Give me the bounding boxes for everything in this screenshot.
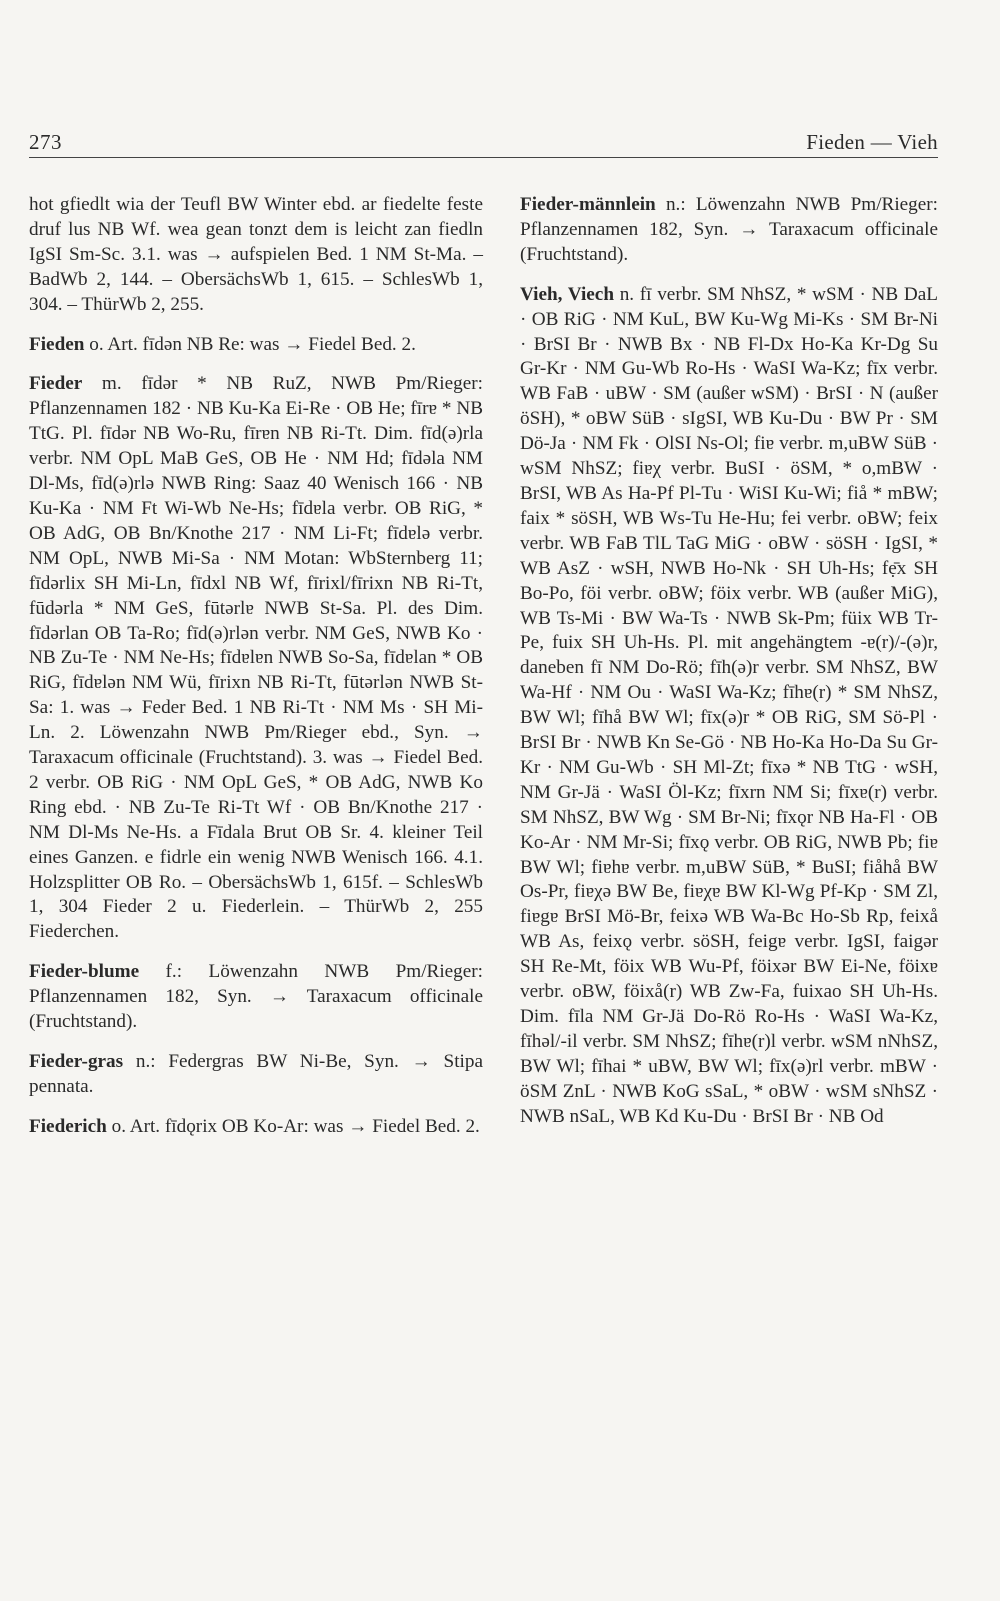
headword: Fieder-blume	[29, 961, 140, 983]
headword: Fieden	[29, 333, 85, 355]
entry-body: n. fī verbr. SM NhSZ, * wSM · NB DaL · OB RiG · NM KuL, BW Ku-Wg Mi-Ks · SM Br-Ni · BrSI Br · NWB Bx · NB Fl-Dx Ho-Ka Kr-Dg Su Gr-Kr · NM Gu-Wb Ro-Hs · WaSI Wa-Kz; fīx verbr. WB FaB · uBW · SM (außer wSM) · BrSI · N (außer öSH), * oBW SüB · sIgSI, WB Ku-Du · BW Pr · SM Dö-Ja · NM Fk · OlSI Ns-Ol; fiɐ verbr. m,uBW SüB · wSM NhSZ; fiɐχ verbr. BuSI · öSM, * o,mBW · BrSI, WB As Ha-Pf Pl-Tu · WiSI Ku-Wi; fiå * mBW; faix * söSH, WB Ws-Tu He-Hu; fei verbr. oBW; feix verbr. WB FaB TlL TaG MiG · oBW · söSH · IgSI, * WB AsZ · wSH, NWB Ho-Nk · SH Uh-Hs; fẹ̄x SH Bo-Po, föi verbr. oBW; föix verbr. WB (außer MiG), WB Ts-Mi · BW Wa-Ts · NWB Sk-Pm; füix WB Tr-Pe, fuix SH Uh-Hs. Pl. mit angehängtem -ɐ(r)/-(ə)r, daneben fī NM Do-Rö; fīh(ə)r verbr. SM NhSZ, BW Wa-Hf · NM Ou · WaSI Wa-Kz; fīhɐ(r) * SM NhSZ, BW Wl; fīhå BW Wl; fīx(ə)r * OB RiG, SM Sö-Pl · BrSI Br · NWB Kn Se-Gö · NB Ho-Ka Ho-Da Su Gr-Kr · NM Gu-Wb · SH Ml-Zt; fīxə * NB TtG · wSH, NM Gr-Jä · WaSI Öl-Kz; fīxrn NM Si; fīxɐ(r) verbr. SM NhSZ, BW Wg · SM Br-Ni; fīxǫr NB Ha-Fl · OB Ko-Ar · NM Mr-Si; fīxǫ verbr. OB RiG, NWB Pb; fiɐ BW Wl; fiɐhɐ verbr. m,uBW SüB, * BuSI; fiåhå BW Os-Pr, fiɐχə BW Be, fiɐχɐ BW Kl-Wg Pf-Kp · SM Zl, fiɐgɐ BrSI Mö-Br, feixə WB Wa-Bc Ho-Sb Rp, feixå WB As, feixǫ verbr. söSH, feigɐ verbr. IgSI, faigər SH Re-Mt, föix WB Wu-Pf, föixər BW Ei-Ne, föixɐ verbr. oBW, föixå(r) WB Zw-Fa, fuixao SH Uh-Hs. Dim. fīla NM Gr-Jä Do-Rö Ro-Hs · WaSI Wa-Kz, fīhəl/-il verbr. SM NhSZ; fīhɐ(r)l verbr. wSM nNhSZ, BW Wl; fīhai * uBW, BW Wl; fīx(ə)rl verbr. mBW · öSM ZnL · NWB KoG sSaL, * oBW · wSM sNhSZ · NWB nSaL, WB Kd Ku-Du · BrSI Br · NB Od	[520, 283, 938, 1127]
entry-body: n.: Löwenzahn NWB Pm/Rieger: Pflanzennamen 182, Syn. → Taraxacum officinale (Fruchtstand).	[520, 194, 938, 265]
entry-body: n.: Federgras BW Ni-Be, Syn. → Stipa pennata.	[29, 1051, 483, 1097]
running-head: Fieden — Vieh	[806, 130, 938, 154]
entry-body: o. Art. fīdǫrix OB Ko-Ar: was → Fiedel Bed. 2.	[106, 1115, 480, 1137]
right-column	[520, 193, 938, 1145]
entry-body: m. fīdər * NB RuZ, NWB Pm/Rieger: Pflanzennamen 182 · NB Ku-Ka Ei-Re · OB He; fīrɐ * NB TtG. Pl. fīdər NB Wo-Ru, fīrɐn NB Ri-Tt. Dim. fīd(ə)rla verbr. NM OpL MaB GeS, OB He · NM Hd; fīdəla NM Dl-Ms, fīd(ə)rlə NWB Ring: Saaz 40 Wenisch 166 · NB Ku-Ka · NM Ft Wi-Wb Ne-Hs; fīdɐla verbr. OB RiG, * OB AdG, OB Bn/Knothe 217 · NM Li-Ft; fīdɐlə verbr. NM OpL, NWB Mi-Sa · NM Motan: WbSternberg 11; fīdərlix SH Mi-Ln, fīdxl NB Wf, fīrixl/fīrixn NB Ri-Tt, fūdərla * NM GeS, fūtərlɐ NWB St-Sa. Pl. des Dim. fīdərlan OB Ta-Ro; fīd(ə)rlən verbr. NM GeS, NWB Ko · NB Zu-Te · NM Ne-Hs; fīdɐlɐn NWB So-Sa, fīdɐlan * OB RiG, fīdɐlən NM Wü, fīrixn NB Ri-Tt, fūtərlən NWB St-Sa: 1. was → Feder Bed. 1 NB Ri-Tt · NM Ms · SH Mi-Ln. 2. Löwenzahn NWB Pm/Rieger ebd., Syn. → Taraxacum officinale (Fruchtstand). 3. was → Fiedel Bed. 2 verbr. OB RiG · NM OpL GeS, * OB AdG, NWB Ko Ring ebd. · NB Zu-Te Ri-Tt Wf · OB Bn/Knothe 217 · NM Dl-Ms Ne-Hs. a Fīdala Brut OB Sr. 4. kleiner Teil eines Ganzen. e fidrle ein wenig NWB Wenisch 166. 4.1. Holzsplitter OB Ro. – ObersächsWb 1, 615f. – SchlesWb 1, 304 Fieder 2 u. Fiederlein. – ThürWb 2, 255 Fiederchen.	[29, 373, 483, 943]
entry-fieder-blume	[29, 960, 483, 1035]
entry-fieder	[29, 372, 483, 945]
entry-text	[520, 193, 938, 268]
entry-fieder-maennlein	[520, 193, 938, 268]
entry-text	[29, 372, 483, 945]
entry-body: f.: Löwenzahn NWB Pm/Rieger: Pflanzennamen 182, Syn. → Taraxacum officinale (Fruchtstand).	[29, 961, 483, 1033]
entry-text	[29, 1050, 483, 1100]
headword: Fiederich	[29, 1115, 107, 1137]
entry-vieh	[520, 283, 938, 1130]
entry-fieden	[29, 333, 483, 358]
entry-fieder-gras	[29, 1050, 483, 1100]
entry-text	[29, 333, 483, 358]
headword: Fieder	[29, 373, 83, 395]
entry-fiedeln-continuation	[29, 193, 483, 318]
headword: Fieder-männlein	[520, 194, 656, 215]
page-number: 273	[29, 130, 62, 154]
entry-text	[29, 960, 483, 1035]
entry-text	[29, 1115, 483, 1140]
entry-body: o. Art. fīdən NB Re: was → Fiedel Bed. 2.	[84, 333, 416, 355]
headword: Fieder-gras	[29, 1051, 124, 1072]
entry-text: hot gfiedlt wia der Teufl BW Winter ebd. ar fiedelte feste druf lus NB Wf. wea gean tonzt dem is leicht zan fiedln IgSI Sm-Sc. 3.1. was → aufspielen Bed. 1 NM St-Ma. – BadWb 2, 144. – ObersächsWb 1, 615. – SchlesWb 1, 304. – ThürWb 2, 255.	[29, 194, 483, 315]
header-rule	[29, 157, 938, 158]
left-column	[29, 193, 483, 1155]
headword: Vieh, Viech	[520, 283, 614, 305]
entry-text	[520, 283, 938, 1130]
entry-fiederich	[29, 1115, 483, 1140]
